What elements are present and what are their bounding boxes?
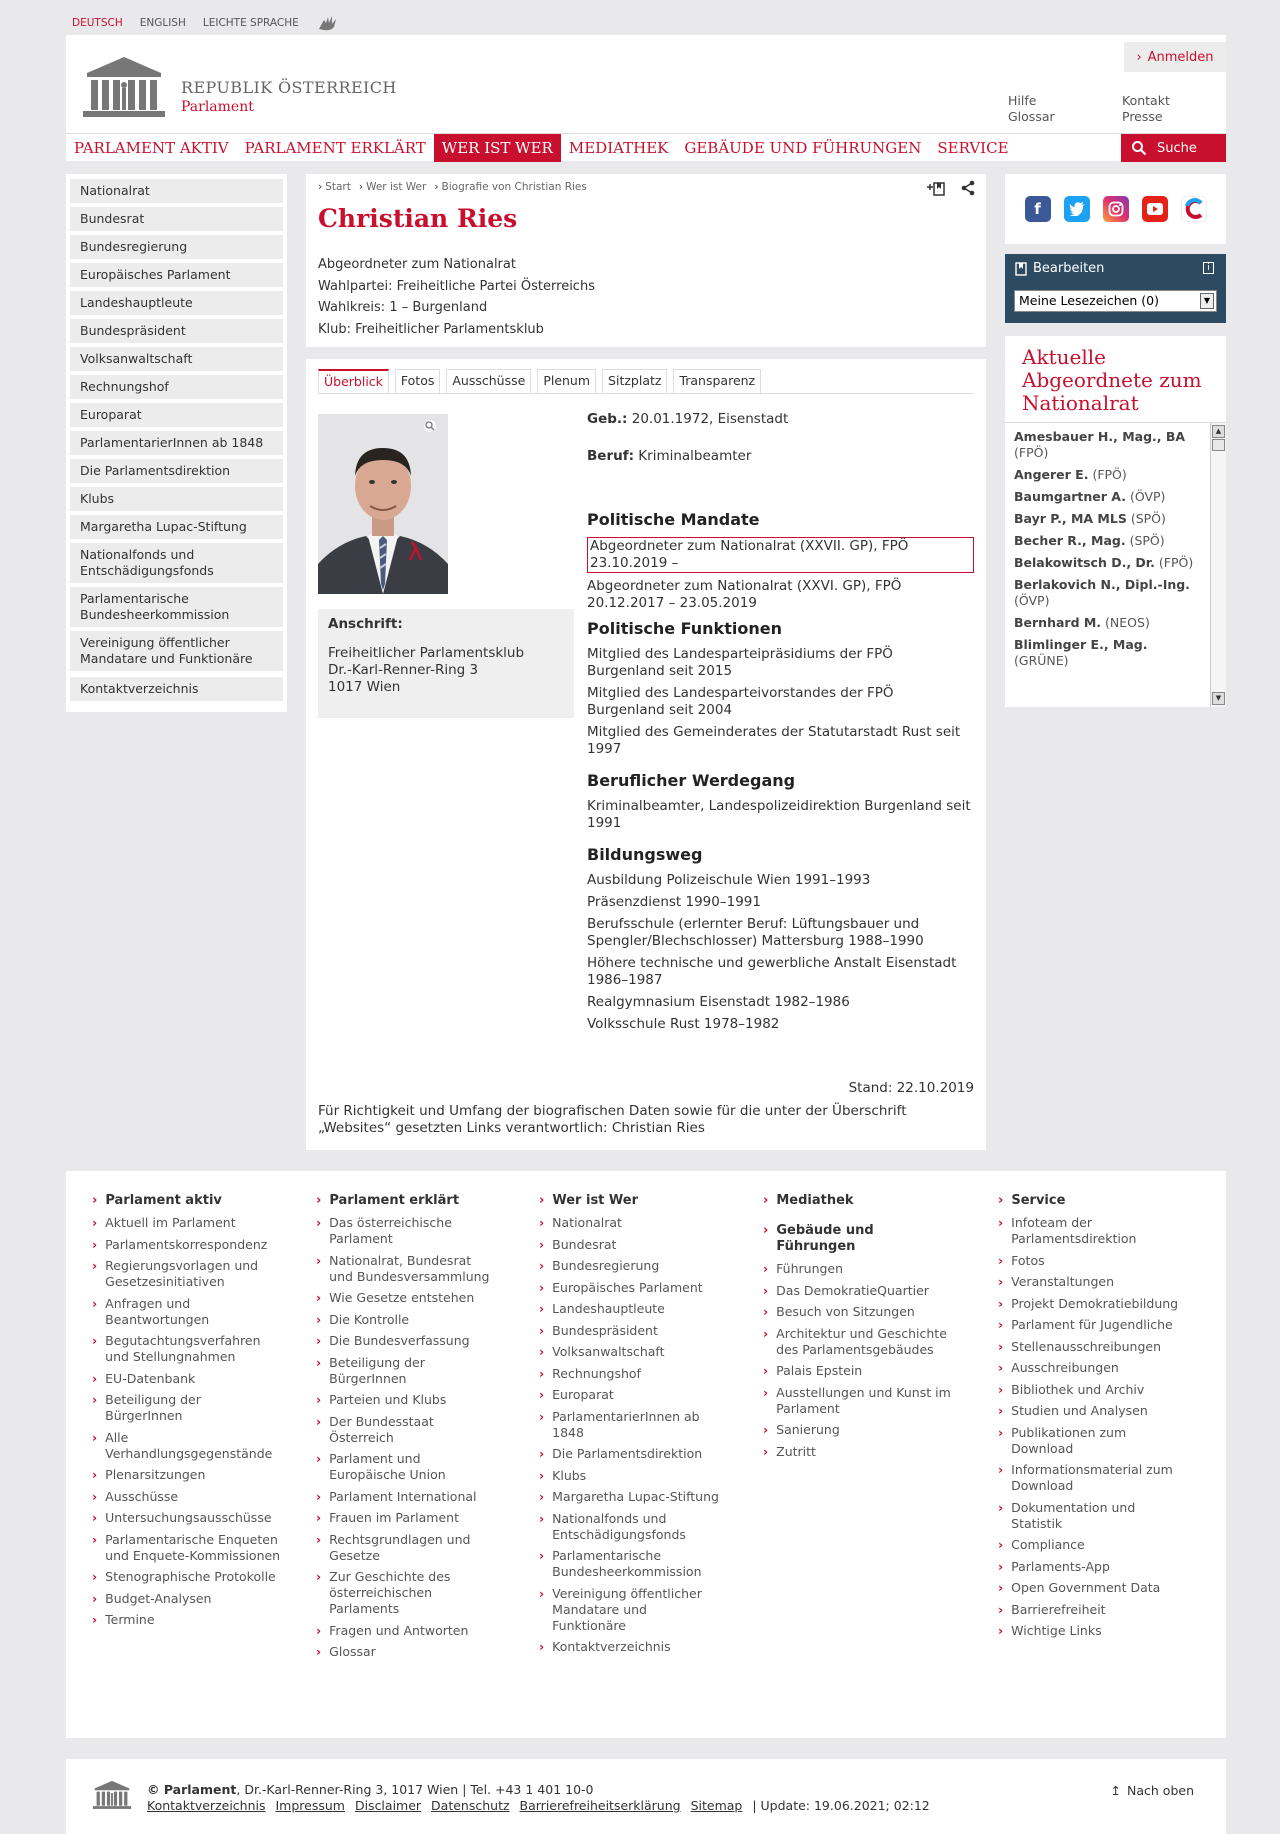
sidebar-item[interactable]: Nationalrat	[70, 179, 283, 203]
nav-mediathek[interactable]: MEDIATHEK	[568, 138, 669, 157]
footer-link[interactable]: › Anfragen und Beantwortungen	[92, 1296, 282, 1328]
footer-link[interactable]: › Klubs	[539, 1468, 719, 1484]
footer-link[interactable]: › Parlamentskorrespondenz	[92, 1237, 282, 1253]
mandate-line: Abgeordneter zum Nationalrat (XXVI. GP), FPÖ	[587, 578, 902, 594]
help-link[interactable]: Hilfe	[1008, 93, 1037, 108]
mandate-line: 20.12.2017 – 23.05.2019	[587, 595, 757, 611]
address-box	[318, 609, 574, 718]
deputies-title: Aktuelle Abgeordnete zum Nationalrat	[1022, 345, 1202, 415]
footer-link[interactable]: › Parlament und Europäische Union	[316, 1451, 496, 1483]
lang-english[interactable]: ENGLISH	[139, 17, 186, 29]
bookmarks-select-value: Meine Lesezeichen (0)	[1019, 293, 1159, 308]
info-icon[interactable]: i	[1203, 262, 1214, 274]
footer-link[interactable]: › Beteiligung der BürgerInnen	[92, 1392, 282, 1424]
sidebar-item[interactable]: Europarat	[70, 403, 283, 427]
tab-ausschuesse[interactable]: Ausschüsse	[446, 369, 531, 393]
footer-update: | Update: 19.06.2021; 02:12	[752, 1798, 930, 1813]
footer-link[interactable]: › Das österreichische Parlament	[316, 1215, 496, 1247]
deputy-item[interactable]: Angerer E. (FPÖ)	[1014, 467, 1127, 482]
footer-column-parlament-erklaert	[316, 1193, 496, 1666]
bookmark-panel	[1005, 254, 1226, 323]
search-label: Suche	[1157, 140, 1197, 156]
function-item: Mitglied des Landesparteivorstandes der FPÖ Burgenland seit 2004	[587, 685, 894, 718]
facebook-icon[interactable]: f	[1025, 196, 1051, 222]
footer-link[interactable]: › Frauen im Parlament	[316, 1510, 496, 1526]
footer-link[interactable]: › Architektur und Geschichte des Parlamentsgebäudes	[763, 1326, 953, 1358]
footer-link[interactable]: › Budget-Analysen	[92, 1591, 282, 1607]
glossary-link[interactable]: Glossar	[1008, 109, 1055, 124]
breadcrumb-current: › Biografie von Christian Ries	[434, 181, 587, 193]
address-title: Anschrift:	[328, 616, 403, 632]
born-value: 20.01.1972, Eisenstadt	[631, 411, 789, 427]
portrait-photo[interactable]	[318, 414, 448, 594]
sidebar-item-kontaktverzeichnis[interactable]: Kontaktverzeichnis	[70, 677, 283, 701]
copyright: © Parlament	[147, 1782, 237, 1797]
sidebar-item[interactable]: Klubs	[70, 487, 283, 511]
parliament-logo[interactable]	[79, 53, 397, 117]
education-item: Präsenzdienst 1990–1991	[587, 894, 761, 910]
tab-fotos[interactable]: Fotos	[395, 369, 440, 393]
sidebar-item[interactable]: Europäisches Parlament	[70, 263, 283, 287]
footer-column-mediathek	[763, 1193, 953, 1465]
scroll-thumb[interactable]	[1212, 439, 1225, 451]
tab-ueberblick[interactable]: Überblick	[318, 369, 389, 393]
footer-link[interactable]: › Parlament für Jugendliche	[998, 1317, 1188, 1333]
sidebar-item[interactable]: Die Parlamentsdirektion	[70, 459, 283, 483]
footer-link[interactable]: › Glossar	[316, 1644, 496, 1660]
site-header	[66, 35, 1226, 161]
sidebar-item[interactable]: Nationalfonds und Entschädigungsfonds	[70, 543, 283, 583]
footer-link[interactable]: › Ausschreibungen	[998, 1360, 1188, 1376]
profile-district: Wahlkreis: 1 – Burgenland	[318, 300, 488, 315]
nav-wer-ist-wer[interactable]: WER IST WER	[434, 134, 561, 162]
deputy-item[interactable]: Bayr P., MA MLS (SPÖ)	[1014, 511, 1166, 526]
footer-link[interactable]: › Europäisches Parlament	[539, 1280, 719, 1296]
footer-link[interactable]: › Rechtsgrundlagen und Gesetze	[316, 1532, 496, 1564]
nav-service[interactable]: SERVICE	[937, 138, 1009, 157]
lang-deutsch[interactable]: DEUTSCH	[72, 17, 123, 29]
deputy-item[interactable]: Baumgartner A. (ÖVP)	[1014, 489, 1166, 504]
logo-line-1: REPUBLIK ÖSTERREICH	[181, 78, 397, 97]
profile-header	[306, 174, 986, 347]
back-to-top-button[interactable]	[1111, 1783, 1194, 1798]
press-link[interactable]: Presse	[1122, 109, 1163, 124]
footer-link[interactable]: › Open Government Data	[998, 1580, 1188, 1596]
sidebar-item[interactable]: Bundespräsident	[70, 319, 283, 343]
footer-link[interactable]: Disclaimer	[354, 1798, 422, 1813]
footer-link[interactable]: › Besuch von Sitzungen	[763, 1304, 953, 1320]
education-item: Ausbildung Polizeischule Wien 1991–1993	[587, 872, 871, 888]
sidebar-navigation	[66, 174, 287, 712]
sign-language-icon[interactable]	[316, 14, 340, 32]
footer-column-title[interactable]: › Mediathek	[763, 1193, 953, 1209]
footer-link[interactable]: › Aktuell im Parlament	[92, 1215, 282, 1231]
chevron-down-icon: ▼	[1200, 293, 1214, 309]
section-heading: Bildungsweg	[587, 845, 703, 864]
tab-divider	[318, 393, 974, 394]
nav-gebaeude[interactable]: GEBÄUDE UND FÜHRUNGEN	[684, 138, 922, 157]
sidebar-item[interactable]: Bundesrat	[70, 207, 283, 231]
breadcrumb	[318, 181, 587, 193]
function-item: Mitglied des Landesparteipräsidiums der FPÖ Burgenland seit 2015	[587, 646, 893, 679]
job-value: Kriminalbeamter	[638, 448, 752, 464]
footer-link[interactable]: › Europarat	[539, 1387, 719, 1403]
footer-link[interactable]: › Sanierung	[763, 1422, 953, 1438]
footer-link[interactable]: Sitemap	[690, 1798, 743, 1813]
language-bar	[72, 14, 340, 32]
footer-link[interactable]: › Infoteam der Parlamentsdirektion	[998, 1215, 1188, 1247]
career-item: Kriminalbeamter, Landespolizeidirektion Burgenland seit 1991	[587, 798, 971, 831]
bookmark-panel-title: Bearbeiten	[1033, 261, 1105, 276]
footer-link[interactable]: Kontaktverzeichnis	[147, 1798, 266, 1813]
footer-link[interactable]: › Wichtige Links	[998, 1623, 1188, 1639]
footer-bar	[66, 1759, 1226, 1834]
footer-link[interactable]: › Kontaktverzeichnis	[539, 1639, 719, 1655]
deputy-item[interactable]: Amesbauer H., Mag., BA (FPÖ)	[1014, 429, 1186, 460]
footer-link[interactable]: › Barrierefreiheit	[998, 1602, 1188, 1618]
address-line: Freiheitlicher Parlamentsklub	[328, 645, 525, 661]
footer-link[interactable]: › Begutachtungsverfahren und Stellungnahmen	[92, 1333, 282, 1365]
address-line: Dr.-Karl-Renner-Ring 3	[328, 662, 479, 678]
footer-link[interactable]: Barrierefreiheitserklärung	[519, 1798, 681, 1813]
footer-link[interactable]: › Alle Verhandlungsgegenstände	[92, 1430, 282, 1462]
footer-link[interactable]: › Publikationen zum Download	[998, 1425, 1188, 1457]
deputy-item[interactable]: Bernhard M. (NEOS)	[1014, 615, 1150, 630]
footer-link[interactable]: › Regierungsvorlagen und Gesetzesinitiativen	[92, 1258, 282, 1290]
deputies-list[interactable]	[1005, 422, 1226, 707]
biography-content	[587, 411, 974, 1033]
footer-link[interactable]: › Projekt Demokratiebildung	[998, 1296, 1188, 1312]
parliament-building-icon	[91, 1779, 133, 1809]
breadcrumb-start[interactable]: › Start	[318, 181, 351, 193]
footer-link[interactable]: › Führungen	[763, 1261, 953, 1277]
footer-link[interactable]: › Stenographische Protokolle	[92, 1569, 282, 1585]
sidebar-item[interactable]: Bundesregierung	[70, 235, 283, 259]
footer-link[interactable]: › Untersuchungsausschüsse	[92, 1510, 282, 1526]
footer-link[interactable]: › Studien und Analysen	[998, 1403, 1188, 1419]
sidebar-item[interactable]: Volksanwaltschaft	[70, 347, 283, 371]
breadcrumb-wer-ist-wer[interactable]: › Wer ist Wer	[359, 181, 426, 193]
instagram-icon[interactable]	[1103, 196, 1129, 222]
help-links	[1008, 93, 1055, 125]
footer-link[interactable]: › Bundesrat	[539, 1237, 719, 1253]
footer-link[interactable]: › Zur Geschichte des österreichischen Parlaments	[316, 1569, 496, 1617]
nav-parlament-aktiv[interactable]: PARLAMENT AKTIV	[74, 138, 229, 157]
section-heading: Beruflicher Werdegang	[587, 771, 796, 790]
footer-link[interactable]: › Parteien und Klubs	[316, 1392, 496, 1408]
last-updated: Stand: 22.10.2019	[848, 1080, 974, 1096]
footer-link[interactable]: › Das DemokratieQuartier	[763, 1283, 953, 1299]
search-icon	[1131, 140, 1147, 156]
deputy-item[interactable]: Blimlinger E., Mag. (GRÜNE)	[1014, 637, 1148, 668]
contact-links	[1122, 93, 1170, 125]
footer-link[interactable]: › Bundespräsident	[539, 1323, 719, 1339]
sidebar-item[interactable]: Rechnungshof	[70, 375, 283, 399]
deputy-item[interactable]: Berlakovich N., Dipl.-Ing. (ÖVP)	[1014, 577, 1190, 608]
logo-line-2: Parlament	[181, 99, 254, 115]
footer-address: , Dr.-Karl-Renner-Ring 3, 1017 Wien | Tel. +43 1 401 10-0	[236, 1782, 594, 1797]
profile-role: Abgeordneter zum Nationalrat	[318, 257, 516, 272]
scroll-down-icon[interactable]: ▼	[1212, 692, 1225, 705]
footer-column-service	[998, 1193, 1188, 1645]
footer-link[interactable]: › Die Bundesverfassung	[316, 1333, 496, 1349]
lang-easy[interactable]: LEICHTE SPRACHE	[202, 17, 299, 29]
section-heading: Politische Funktionen	[587, 619, 782, 638]
bookmark-icon	[1015, 262, 1027, 276]
footer-link[interactable]: › Plenarsitzungen	[92, 1467, 282, 1483]
education-item: Höhere technische und gewerbliche Anstalt Eisenstadt 1986–1987	[587, 955, 957, 988]
footer-column-parlament-aktiv	[92, 1193, 282, 1634]
born-label: Geb.:	[587, 411, 628, 427]
section-heading: Politische Mandate	[587, 510, 760, 529]
profile-club: Klub: Freiheitlicher Parlamentsklub	[318, 321, 544, 337]
sidebar-item[interactable]: Vereinigung öffentlicher Mandatare und Funktionäre	[70, 631, 283, 671]
tab-plenum[interactable]: Plenum	[537, 369, 596, 393]
education-item: Volksschule Rust 1978–1982	[587, 1016, 780, 1032]
footer-link[interactable]: Datenschutz	[431, 1798, 510, 1813]
footer-link[interactable]: › Palais Epstein	[763, 1363, 953, 1379]
sidebar-item[interactable]: Margaretha Lupac-Stiftung	[70, 515, 283, 539]
sidebar-item[interactable]: Landeshauptleute	[70, 291, 283, 315]
footer-sitemap	[66, 1171, 1226, 1738]
footer-link[interactable]: › Fotos	[998, 1253, 1188, 1269]
footer-link[interactable]: › Parlament International	[316, 1489, 496, 1505]
share-icon[interactable]	[960, 180, 976, 196]
back-to-top-label: Nach oben	[1127, 1783, 1194, 1798]
job-label: Beruf:	[587, 448, 634, 464]
footer-legal-links	[147, 1798, 930, 1814]
footer-link[interactable]: › Fragen und Antworten	[316, 1623, 496, 1639]
footer-link[interactable]: › Parlaments-App	[998, 1559, 1188, 1575]
footer-link[interactable]: › EU-Datenbank	[92, 1371, 282, 1387]
arrow-up-icon: ↥	[1110, 1783, 1122, 1798]
footer-link[interactable]: › Veranstaltungen	[998, 1274, 1188, 1290]
footer-link[interactable]: › Ausstellungen und Kunst im Parlament	[763, 1385, 953, 1417]
footer-link[interactable]: › Landeshauptleute	[539, 1301, 719, 1317]
deputy-item[interactable]: Becher R., Mag. (SPÖ)	[1014, 533, 1165, 548]
footer-link[interactable]: › Nationalrat	[539, 1215, 719, 1231]
footer-link[interactable]: › Bundesregierung	[539, 1258, 719, 1274]
biography-card	[306, 359, 986, 1150]
footer-link[interactable]: › Ausschüsse	[92, 1489, 282, 1505]
add-bookmark-icon[interactable]	[926, 180, 946, 196]
footer-link[interactable]: › Informationsmaterial zum Download	[998, 1462, 1188, 1494]
tab-bar	[318, 369, 761, 393]
main-navigation	[66, 133, 1226, 161]
footer-column-title[interactable]: › Gebäude und Führungen	[763, 1223, 953, 1255]
footer-link[interactable]: › Nationalrat, Bundesrat und Bundesversammlung	[316, 1253, 496, 1285]
footer-link[interactable]: › Bibliothek und Archiv	[998, 1382, 1188, 1398]
profile-party: Wahlpartei: Freiheitliche Partei Österreichs	[318, 278, 595, 294]
chevron-right-icon: ›	[1136, 49, 1142, 65]
footer-link[interactable]: › Parlamentarische Bundesheerkommission	[539, 1548, 719, 1580]
current-deputies-panel	[1005, 336, 1226, 707]
profile-tools	[926, 180, 976, 196]
footer-link[interactable]: Impressum	[275, 1798, 345, 1813]
contact-link[interactable]: Kontakt	[1122, 93, 1170, 108]
login-label: Anmelden	[1147, 49, 1214, 65]
footer-column-title[interactable]: › Service	[998, 1193, 1188, 1209]
footer-column-wer-ist-wer	[539, 1193, 719, 1661]
footer-link[interactable]: › Zutritt	[763, 1444, 953, 1460]
mandate-line: 23.10.2019 –	[590, 555, 679, 571]
footer-link[interactable]: › Der Bundesstaat Österreich	[316, 1414, 496, 1446]
nav-parlament-erklaert[interactable]: PARLAMENT ERKLÄRT	[244, 138, 426, 157]
footer-link[interactable]: › Termine	[92, 1612, 282, 1628]
footer-link[interactable]: › Die Kontrolle	[316, 1312, 496, 1328]
education-item: Realgymnasium Eisenstadt 1982–1986	[587, 994, 850, 1010]
footer-column-title[interactable]: › Wer ist Wer	[539, 1193, 719, 1209]
mandate-current	[587, 537, 974, 573]
deputies-scrollbar[interactable]	[1210, 423, 1226, 707]
profile-summary	[318, 254, 595, 340]
footer-link[interactable]: › Dokumentation und Statistik	[998, 1500, 1188, 1532]
parliament-building-icon	[79, 53, 169, 117]
twitter-icon[interactable]	[1064, 196, 1090, 222]
footer-link[interactable]: › Beteiligung der BürgerInnen	[316, 1355, 496, 1387]
tab-transparenz[interactable]: Transparenz	[673, 369, 761, 393]
footer-link[interactable]: › Compliance	[998, 1537, 1188, 1553]
footer-column-title[interactable]: › Parlament aktiv	[92, 1193, 282, 1209]
search-button[interactable]	[1121, 134, 1226, 162]
mandate-item	[587, 578, 974, 612]
footer-link[interactable]: › Rechnungshof	[539, 1366, 719, 1382]
tab-sitzplatz[interactable]: Sitzplatz	[602, 369, 667, 393]
footer-link[interactable]: › Margaretha Lupac-Stiftung	[539, 1489, 719, 1505]
scroll-up-icon[interactable]: ▲	[1212, 425, 1225, 438]
footer-link[interactable]: › Volksanwaltschaft	[539, 1344, 719, 1360]
mandate-line: Abgeordneter zum Nationalrat (XXVII. GP), FPÖ	[590, 538, 909, 554]
bookmarks-select[interactable]	[1014, 290, 1217, 312]
footer-link[interactable]: › Parlamentarische Enqueten und Enquete-Kommissionen	[92, 1532, 282, 1564]
education-item: Berufsschule (erlernter Beruf: Lüftungsbauer und Spengler/Blechschlosser) Mattersburg 1988–1990	[587, 916, 924, 949]
parliament-app-icon[interactable]	[1181, 196, 1207, 222]
social-links	[1005, 174, 1226, 244]
sidebar-item[interactable]: ParlamentarierInnen ab 1848	[70, 431, 283, 455]
footer-link[interactable]: › Nationalfonds und Entschädigungsfonds	[539, 1511, 719, 1543]
page-title: Christian Ries	[318, 204, 518, 233]
login-button[interactable]	[1124, 42, 1226, 72]
footer-link[interactable]: › Stellenausschreibungen	[998, 1339, 1188, 1355]
footer-link[interactable]: › ParlamentarierInnen ab 1848	[539, 1409, 719, 1441]
footer-link[interactable]: › Wie Gesetze entstehen	[316, 1290, 496, 1306]
youtube-icon[interactable]	[1142, 196, 1168, 222]
responsibility-note: Für Richtigkeit und Umfang der biografischen Daten sowie für die unter der Überschrift „Websites“ gesetzten Links verantwortlich: Christian Ries	[318, 1103, 907, 1136]
address-line: 1017 Wien	[328, 679, 401, 695]
footer-link[interactable]: › Vereinigung öffentlicher Mandatare und Funktionäre	[539, 1586, 719, 1634]
footer-info	[147, 1782, 930, 1814]
deputy-item[interactable]: Belakowitsch D., Dr. (FPÖ)	[1014, 555, 1194, 570]
footer-link[interactable]: › Die Parlamentsdirektion	[539, 1446, 719, 1462]
sidebar-item[interactable]: Parlamentarische Bundesheerkommission	[70, 587, 283, 627]
function-item: Mitglied des Gemeinderates der Statutarstadt Rust seit 1997	[587, 724, 961, 757]
footer-column-title[interactable]: › Parlament erklärt	[316, 1193, 496, 1209]
